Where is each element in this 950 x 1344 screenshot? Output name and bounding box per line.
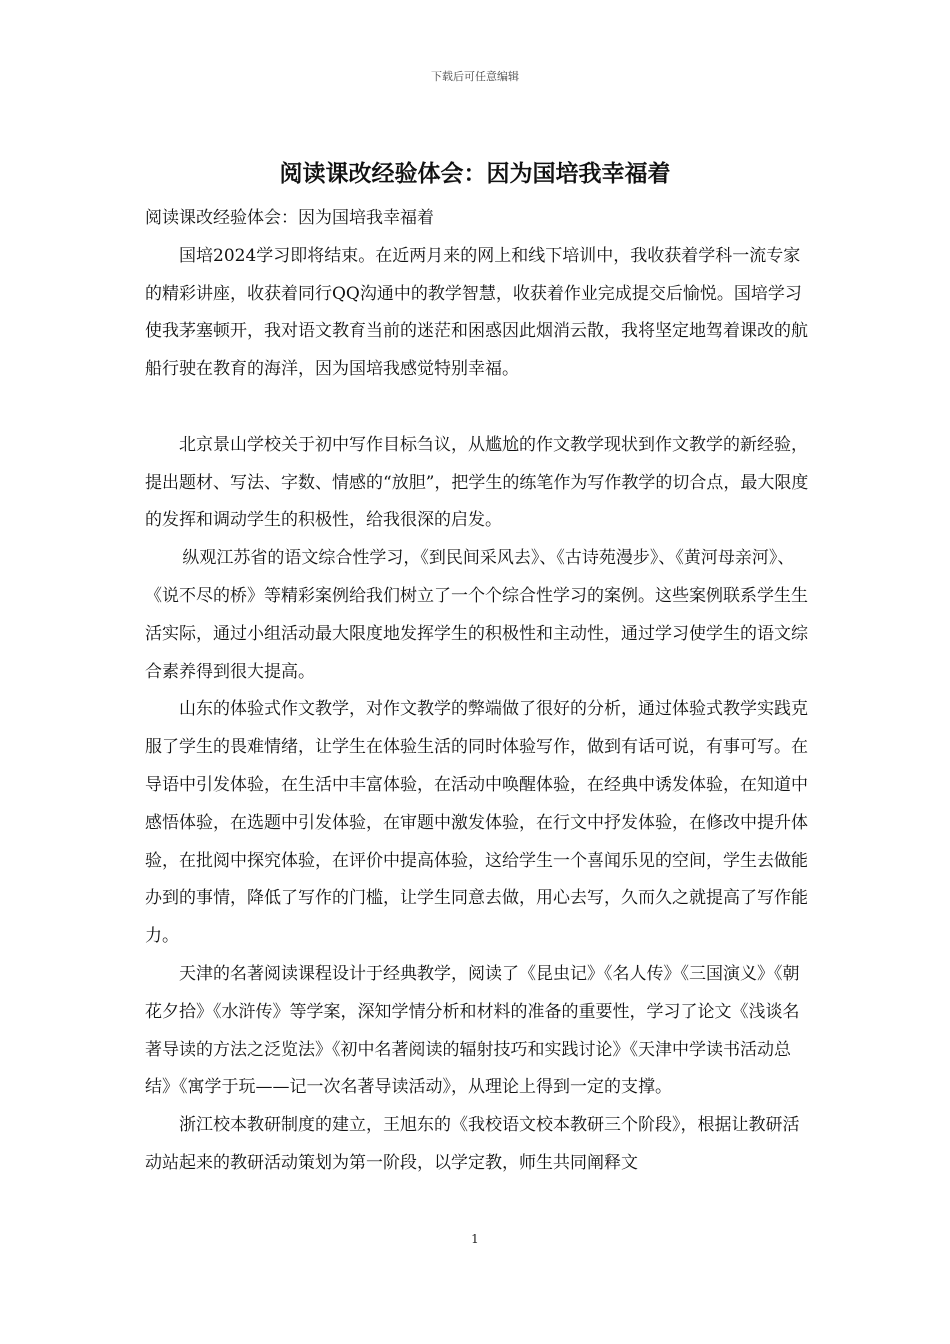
document-title: 阅读课改经验体会：因为国培我幸福着 xyxy=(279,160,671,187)
paragraph-zhejiang: 浙江校本教研制度的建立，王旭东的《我校语文校本教研三个阶段》，根据让教研活动站起来的教研活动策划为第一阶段，以学定教，师生共同阐释文 xyxy=(145,1115,800,1173)
page-number: 1 xyxy=(471,1232,479,1246)
paragraph-shandong: 山东的体验式作文教学，对作文教学的弊端做了很好的分析，通过体验式教学实践克服了学生的畏难情绪，让学生在体验生活的同时体验写作，做到有话可说，有事可写。在导语中引发体验，在生活中丰富体验，在活动中唤醒体验，在经典中诱发体验，在知道中感悟体验，在选题中引发体验，在审题中激发体验，在行文中抒发体验，在修改中提升体验，在批阅中探究体验，在评价中提高体验，这给学生一个喜闻乐见的空间，学生去做能办到的事情，降低了写作的门槛，让学生同意去做，用心去写，久而久之就提高了写作能力。 xyxy=(145,699,808,947)
paragraph-intro: 国培2024学习即将结束。在近两月来的网上和线下培训中，我收获着学科一流专家的精彩讲座，收获着同行QQ沟通中的教学智慧，收获着作业完成提交后愉悦。国培学习使我茅塞顿开，我对语文教育当前的迷茫和困惑因此烟消云散，我将坚定地驾着课改的航船行驶在教育的海洋，因为国培我感觉特别幸福。 xyxy=(145,245,808,380)
document-subtitle: 阅读课改经验体会：因为国培我幸福着 xyxy=(145,208,434,228)
paragraph-beijing: 北京景山学校关于初中写作目标刍议，从尴尬的作文教学现状到作文教学的新经验，提出题材、写法、字数、情感的“放胆”，把学生的练笔作为写作教学的切合点，最大限度的发挥和调动学生的积极性，给我很深的启发。 xyxy=(145,434,809,531)
paragraph-tianjin: 天津的名著阅读课程设计于经典教学，阅读了《昆虫记》《名人传》《三国演义》《朝花夕拾》《水浒传》等学案，深知学情分析和材料的准备的重要性，学习了论文《浅谈名著导读的方法之泛览法》《初中名著阅读的辐射技巧和实践讨论》《天津中学读书活动总结》《寓学于玩——记一次名著导读活动》，从理论上得到一定的支撑。 xyxy=(145,963,800,1098)
document-body xyxy=(145,200,810,1183)
paragraph-gap xyxy=(145,389,810,427)
paragraph-jiangsu: 纵观江苏省的语文综合性学习，《到民间采风去》、《古诗苑漫步》、《黄河母亲河》、《说不尽的桥》等精彩案例给我们树立了一个个综合性学习的案例。这些案例联系学生生活实际，通过小组活动最大限度地发挥学生的积极性和主动性，通过学习使学生的语文综合素养得到很大提高。 xyxy=(145,548,808,682)
page-header-note: 下载后可任意编辑 xyxy=(431,70,519,83)
